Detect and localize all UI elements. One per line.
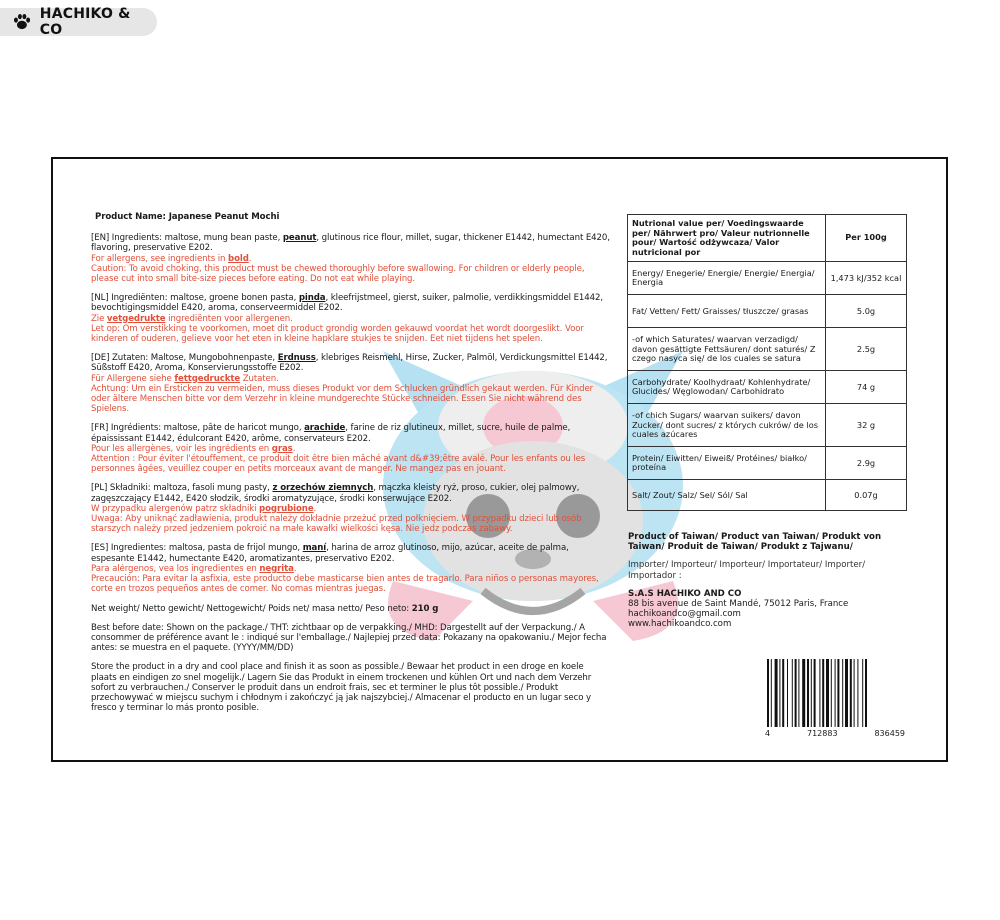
allergen-note-keyword: bold (228, 253, 249, 264)
nutrition-value: 5.0g (826, 295, 907, 328)
ingredients-fr (91, 423, 611, 443)
ingredients-text: [ES] Ingredientes: maltosa, pasta de frijol mungo, (91, 543, 303, 554)
product-name: Product Name: Japanese Peanut Mochi (95, 212, 280, 222)
allergen-note-text: Zie (91, 313, 107, 324)
ingredients-es (91, 543, 611, 563)
ingredients-text: , kleefrijstmeel, gierst, suiker, palmolie, verdikkingsmiddel E1442, bevochtigingsmiddel E420, aroma, conserveermiddel E202. (91, 293, 604, 314)
nutrition-value: 1,473 kJ/352 kcal (826, 262, 907, 295)
nutrition-row-salt (628, 480, 907, 511)
ingredients-de (91, 353, 611, 373)
ingredients-text: , klebriges Reismehl, Hirse, Zucker, Palmöl, Verdickungsmittel E1442, Süßstoff E420, Aroma, Konservierungsstoffe E202. (91, 353, 608, 374)
caution-en: Caution: To avoid choking, this product must be chewed thoroughly before swallowing. For children or elderly people, please cut into small bite-size pieces before eating. Do not eat while playing. (91, 263, 585, 285)
ingredients-panel (91, 212, 611, 722)
best-before: Best before date: Shown on the package./ THT: zichtbaar op de verpakking./ MHD: Dargestellt auf der Verpackung./ A consommer de préférence avant le : indiqué sur l'emballage./ Najlepiej przed data: Pokazany na opakowaniu./ Mejor fecha antes: se muestra en el paquete. (YYYY/MM/DD) (91, 622, 607, 654)
caution-nl: Let op: Om verstikking te voorkomen, moet dit product grondig worden gekauwd voordat het wordt doorgeslikt. Voor kinderen of ouderen, gelieve voor het eten in kleine hapklare stukjes te snijden. Eet niet tijdens het spelen. (91, 323, 584, 345)
allergen-note-keyword: pogrubione (259, 503, 314, 514)
allergen-note-text: Pour les allergènes, voir les ingrédients en (91, 443, 272, 454)
nutrition-value: 74 g (826, 371, 907, 404)
brand-name: HACHIKO & CO (39, 6, 131, 38)
barcode-number (765, 729, 905, 738)
allergen-note-text: . (313, 503, 317, 514)
allergen-note-text: . (248, 253, 252, 264)
origin-importer-panel (628, 532, 913, 630)
ingredients-text: , glutinous rice flour, millet, sugar, thickener E1442, humectant E420, flavoring, preservative E202. (91, 233, 610, 254)
ingredients-pl (91, 483, 611, 503)
company-email: hachikoandco@gmail.com (628, 609, 741, 620)
product-origin: Product of Taiwan/ Product van Taiwan/ Produkt von Taiwan/ Produit de Taiwan/ Produkt z Tajwanu/ (628, 532, 882, 553)
ingredients-text: , harina de arroz glutinoso, mijo, azúcar, aceite de palma, espesante E1442, humectante E420, aromatizantes, preservativo E202. (91, 543, 569, 564)
nutrition-label: Energy/ Enegerie/ Energie/ Energie/ Energia/ Energia (628, 262, 826, 295)
caution-es: Precaución: Para evitar la asfixia, este producto debe masticarse bien antes de tragarlo. Para niños o personas mayores, corte en trozos pequeños antes de comer. No comas mientras juegas. (91, 574, 599, 595)
caution-fr: Attention : Pour éviter l'étouffement, ce produit doit être bien mâché avant d&#39;être avalé. Pour les enfants ou les personnes âgées, veuillez couper en petits morceaux avant de manger. Ne mangez pas en jouant. (91, 454, 586, 475)
allergen-note-en (91, 254, 611, 264)
allergen-highlight: arachide (304, 423, 346, 434)
nutrition-row-carbohydrate (628, 371, 907, 404)
nutrition-label: -of chich Sugars/ waarvan suikers/ davon Zucker/ dont sucres/ z których cukrów/ de los cuales azúcares (628, 404, 826, 447)
allergen-highlight: maní (302, 543, 327, 554)
nutrition-label: Fat/ Vetten/ Fett/ Graisses/ tłuszcze/ grasas (628, 295, 826, 328)
ingredients-text: [PL] Składniki: maltoza, fasoli mung pasty, (91, 483, 273, 494)
allergen-note-text: Für Allergene siehe (91, 373, 175, 384)
allergen-highlight: peanut (282, 233, 317, 244)
company-website: www.hachikoandco.com (628, 619, 732, 630)
caution-pl: Uwaga: Aby uniknąć zadławienia, produkt należy dokładnie przeżuć przed połknięciem. W przypadku dzieci lub osób starszych należy przed jedzeniem pokroić na małe kawałki wielkości kęsa. Nie jedz podczas zabawy. (91, 514, 582, 535)
product-label (51, 157, 948, 762)
nutrition-value: 2.5g (826, 328, 907, 371)
paw-icon (12, 12, 32, 32)
nutrition-header-label: Nutrional value per/ Voedingswaarde per/ Nährwert pro/ Valeur nutrionnelle pour/ Wartość odżywcaza/ Valor nutricional por (628, 215, 826, 262)
ingredients-nl (91, 293, 611, 313)
section-en (91, 233, 611, 284)
company-address: 88 bis avenue de Saint Mandé, 75012 Paris, France (628, 599, 849, 610)
section-nl (91, 293, 611, 344)
nutrition-label: Salt/ Zout/ Salz/ Sel/ Sól/ Sal (628, 480, 826, 511)
ingredients-text: , mączka kleisty ryż, proso, cukier, olej palmowy, zagęszczający E1442, E420 słodzik, środki aromatyzujące, środki konserwujące E202. (91, 483, 580, 504)
nutrition-row-protein (628, 447, 907, 480)
allergen-note-text: ingrediënten voor allergenen. (165, 313, 293, 324)
allergen-note-text: Zutaten. (240, 373, 279, 384)
barcode-digits-right: 836459 (874, 729, 905, 738)
barcode-digits-left: 712883 (807, 729, 838, 738)
allergen-note-de (91, 374, 611, 384)
net-weight-value: 210 g (411, 603, 439, 614)
allergen-note-text: W przypadku alergenów patrz składniki (91, 503, 260, 514)
nutrition-row-saturates (628, 328, 907, 371)
barcode-digit-prefix: 4 (765, 729, 771, 738)
allergen-note-keyword: negrita (259, 563, 294, 574)
allergen-note-text: . (292, 443, 296, 454)
nutrition-label: -of which Saturates/ waarvan verzadigd/ davon gesättigte Fettsäuren/ dont saturés/ Z czego nasyca się/ de los cuales se satura (628, 328, 826, 371)
nutrition-table (627, 214, 907, 511)
nutrition-value: 0.07g (826, 480, 907, 511)
nutrition-row-sugars (628, 404, 907, 447)
company-name: S.A.S HACHIKO AND CO (628, 588, 742, 599)
allergen-highlight: z orzechów ziemnych (272, 483, 374, 494)
allergen-note-nl (91, 314, 611, 324)
barcode-icon (765, 659, 905, 729)
brand-logo (0, 8, 157, 36)
importer-label: Importer/ Importeur/ Importeur/ Importateur/ Importer/ Importador : (628, 560, 866, 581)
allergen-note-keyword: vetgedrukte (106, 313, 166, 324)
ingredients-en (91, 233, 611, 253)
nutrition-label: Carbohydrate/ Koolhydraat/ Kohlenhydrate/ Glucides/ Węglowodan/ Carbohidrato (628, 371, 826, 404)
storage-instructions: Store the product in a dry and cool place and finish it as soon as possible./ Bewaar het product in een droge en koele plaats en eindigen zo snel mogelijk./ Lagern Sie das Produkt in einem trockenen und kühlen Ort und nach dem Verzehr sofort zu verbrauchen./ Conserver le produit dans un endroit frais, sec et terminer le plus tôt possible./ Produkt przechowywać w miejscu suchym i chłodnym i zakończyć ją jak najszybciej./ Almacenar el producto en un lugar seco y fresco y terminar lo más pronto posible. (91, 662, 592, 714)
allergen-note-pl (91, 504, 611, 514)
section-es (91, 543, 611, 594)
allergen-note-text: Para alérgenos, vea los ingredientes en (91, 563, 260, 574)
nutrition-value: 32 g (826, 404, 907, 447)
nutrition-label: Protein/ Eiwitten/ Eiweiß/ Protéines/ białko/ proteína (628, 447, 826, 480)
allergen-highlight: Erdnuss (277, 353, 316, 364)
allergen-note-es (91, 564, 611, 574)
nutrition-row-energy (628, 262, 907, 295)
net-weight (91, 604, 611, 614)
nutrition-value: 2.9g (826, 447, 907, 480)
allergen-note-keyword: fettgedruckte (174, 373, 241, 384)
allergen-note-fr (91, 444, 611, 454)
net-weight-label: Net weight/ Netto gewicht/ Nettogewicht/ Poids net/ masa netto/ Peso neto: (91, 603, 412, 614)
allergen-note-keyword: gras (271, 443, 293, 454)
caution-de: Achtung: Um ein Ersticken zu vermeiden, muss dieses Produkt vor dem Schlucken gründlich gekaut werden. Für Kinder oder ältere Menschen bitte vor dem Verzehr in kleine mundgerechte Stücke schneiden. Essen Sie nicht während des Spielens. (91, 383, 594, 415)
ingredients-text: [EN] Ingredients: maltose, mung bean paste, (91, 233, 283, 244)
nutrition-row-fat (628, 295, 907, 328)
ingredients-text: [NL] Ingrediënten: maltose, groene bonen pasta, (91, 293, 299, 304)
ingredients-text: , farine de riz glutineux, millet, sucre, huile de palme, épaississant E1442, édulcorant E420, arôme, conservateurs E202. (91, 423, 571, 444)
section-de (91, 353, 611, 414)
allergen-note-text: . (293, 563, 297, 574)
ingredients-text: [FR] Ingrédients: maltose, pâte de haricot mungo, (91, 423, 305, 434)
allergen-highlight: pinda (298, 293, 326, 304)
section-pl (91, 483, 611, 534)
ingredients-text: [DE] Zutaten: Maltose, Mungobohnenpaste, (91, 353, 278, 364)
allergen-note-text: For allergens, see ingredients in (91, 253, 229, 264)
nutrition-header-value: Per 100g (826, 215, 907, 262)
nutrition-header-row (628, 215, 907, 262)
section-fr (91, 423, 611, 474)
